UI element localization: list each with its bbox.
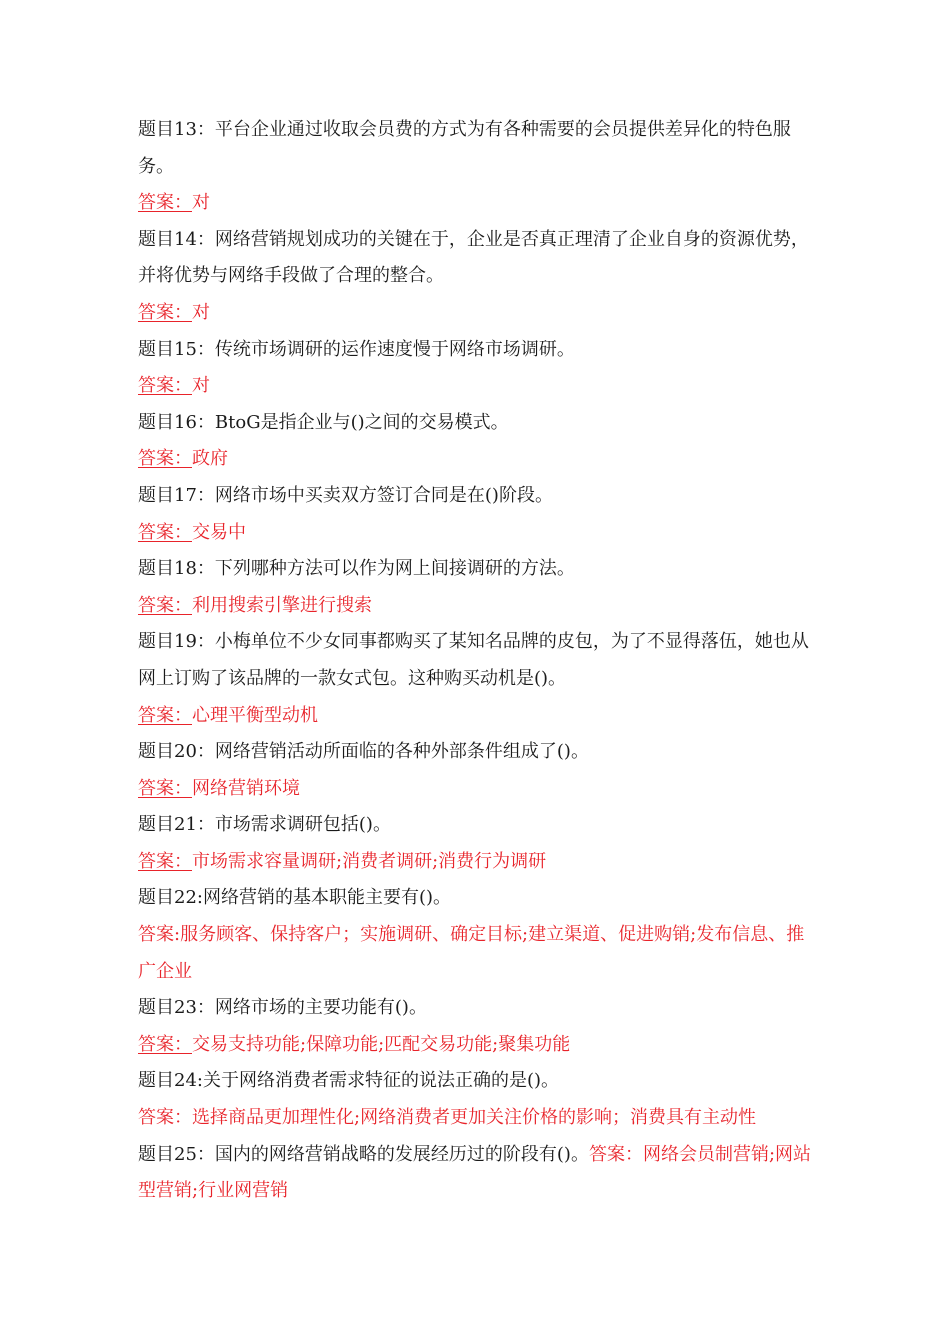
answer-14 xyxy=(138,295,818,332)
question-24: 题目24:关于网络消费者需求特征的说法正确的是()。 xyxy=(138,1070,560,1092)
answer-label: 答案： xyxy=(138,777,192,799)
question-25 xyxy=(138,1137,818,1210)
answer-text: 市场需求容量调研;消费者调研;消费行为调研 xyxy=(192,850,547,872)
answer-25: 答案：网络会员制营销;网站型营销;行业网营销 xyxy=(138,1143,812,1202)
answer-16 xyxy=(138,441,818,478)
answer-label: 答案： xyxy=(138,850,192,872)
question-19: 题目19：小梅单位不少女同事都购买了某知名品牌的皮包，为了不显得落伍，她也从网上订购了该品牌的一款女式包。这种购买动机是()。 xyxy=(138,631,809,689)
question-22: 题目22:网络营销的基本职能主要有()。 xyxy=(138,887,452,909)
answer-text: 对 xyxy=(192,301,210,323)
answer-label: 答案： xyxy=(138,521,192,543)
answer-label: 答案： xyxy=(138,704,192,726)
answer-label: 答案： xyxy=(138,375,192,397)
answer-text: 对 xyxy=(192,375,210,397)
answer-21 xyxy=(138,844,818,881)
answer-20 xyxy=(138,771,818,808)
answer-label: 答案： xyxy=(138,448,192,470)
answer-text: 利用搜索引擎进行搜索 xyxy=(192,594,372,616)
answer-text: 心理平衡型动机 xyxy=(192,704,318,726)
answer-17 xyxy=(138,515,818,552)
answer-13 xyxy=(138,185,818,222)
document-page xyxy=(138,112,818,1210)
answer-18 xyxy=(138,588,818,625)
answer-24: 答案：选择商品更加理性化;网络消费者更加关注价格的影响；消费具有主动性 xyxy=(138,1107,757,1129)
answer-23 xyxy=(138,1027,818,1064)
question-21: 题目21：市场需求调研包括()。 xyxy=(138,814,391,836)
answer-15 xyxy=(138,368,818,405)
answer-label: 答案： xyxy=(138,1033,192,1055)
answer-22: 答案:服务顾客、保持客户；实施调研、确定目标;建立渠道、促进购销;发布信息、推广企业 xyxy=(138,924,805,982)
question-16: 题目16：BtoG是指企业与()之间的交易模式。 xyxy=(138,411,509,433)
question-17: 题目17：网络市场中买卖双方签订合同是在()阶段。 xyxy=(138,484,553,506)
answer-text: 交易中 xyxy=(192,521,246,543)
answer-label: 答案： xyxy=(138,301,192,323)
question-25-text: 题目25：国内的网络营销战略的发展经历过的阶段有()。 xyxy=(138,1143,589,1165)
answer-text: 交易支持功能;保障功能;匹配交易功能;聚集功能 xyxy=(192,1033,571,1055)
question-15: 题目15：传统市场调研的运作速度慢于网络市场调研。 xyxy=(138,338,575,360)
answer-text: 网络营销环境 xyxy=(192,777,300,799)
answer-text: 政府 xyxy=(192,448,228,470)
question-20: 题目20：网络营销活动所面临的各种外部条件组成了()。 xyxy=(138,741,589,763)
answer-label: 答案： xyxy=(138,594,192,616)
question-23: 题目23：网络市场的主要功能有()。 xyxy=(138,997,427,1019)
answer-label: 答案： xyxy=(138,192,192,214)
answer-text: 对 xyxy=(192,192,210,214)
answer-19 xyxy=(138,698,818,735)
question-18: 题目18：下列哪种方法可以作为网上间接调研的方法。 xyxy=(138,558,575,580)
question-14: 题目14：网络营销规划成功的关键在于，企业是否真正理清了企业自身的资源优势，并将优势与网络手段做了合理的整合。 xyxy=(138,228,809,287)
question-13: 题目13：平台企业通过收取会员费的方式为有各种需要的会员提供差异化的特色服务。 xyxy=(138,119,791,177)
